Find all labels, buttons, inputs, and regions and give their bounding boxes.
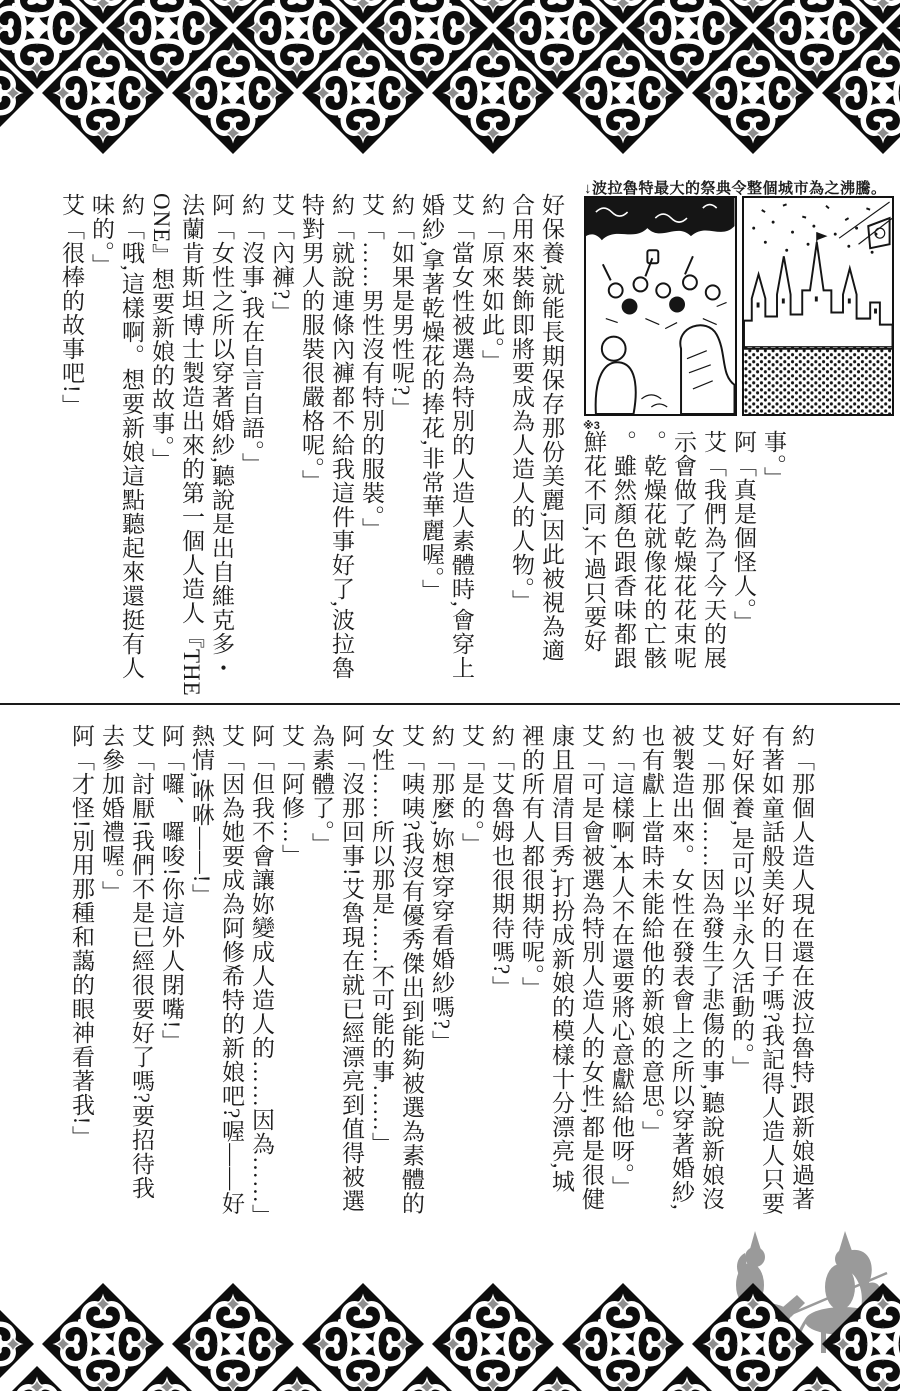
text-column: 熱情,咻咻——!」: [189, 724, 214, 908]
text-column: 味的。」: [89, 193, 114, 278]
text-column: 艾「我們為了今天的展: [701, 430, 726, 670]
section-divider-rule: [0, 703, 900, 705]
text-column: 艾「咦咦?我沒有優秀傑出到能夠被選為素體的: [399, 724, 424, 1216]
text-column: 婚紗,拿著乾燥花的捧花,非常華麗喔。」: [419, 193, 444, 603]
text-column: 法蘭肯斯坦博士製造出來的第一個人造人『THE: [179, 193, 204, 697]
text-column: 阿「才怪!別用那種和藹的眼神看著我!」: [69, 724, 94, 1150]
text-column: 好好保養,是可以半永久活動的。」: [729, 724, 754, 1080]
text-column: 艾「很棒的故事吧!」: [59, 193, 84, 418]
text-column: 阿「但我不會讓妳變成人造人的……因為……」: [249, 724, 274, 1228]
festival-illustration: [584, 196, 894, 416]
text-column: 有著如童話般美好的日子嗎?我記得人造人只要: [759, 724, 784, 1216]
text-column: 特對男人的服裝很嚴格呢。」: [299, 193, 324, 494]
text-column: 裡的所有人都很期待呢。」: [519, 724, 544, 1001]
city-panel-illustration: [742, 196, 895, 416]
ornamental-tile-border-bottom: [0, 1231, 900, 1391]
ornamental-tile-border-top: [0, 0, 900, 158]
text-column: 約「就說連條內褲都不給我這件事好了,波拉魯: [329, 193, 354, 680]
text-column: 。乾燥花就像花的亡骸: [641, 430, 666, 670]
section1-columns-under-art: [578, 430, 788, 696]
text-column: 合用來裝飾即將要成為人造人的人物。」: [509, 193, 534, 614]
text-column: 艾「那個……因為發生了悲傷的事,聽說新娘沒: [699, 724, 724, 1211]
text-column: 女性……所以那是……不可能的事……」: [369, 724, 394, 1156]
text-column: 事。」: [761, 430, 786, 491]
text-column: 也有獻上當時未能給他的新娘的意思。」: [639, 724, 664, 1145]
text-column: 約「沒事,我在自言自語。」: [239, 193, 264, 477]
text-column: 艾「因為她要成為阿修希特的新娘吧?喔——好: [219, 724, 244, 1216]
section1-main-columns: [56, 193, 566, 698]
illustration-caption: ↓波拉魯特最大的祭典令整個城市為之沸騰。: [584, 180, 887, 197]
text-column: 阿「沒那回事!艾魯現在就已經漂亮到值得被選: [339, 724, 364, 1213]
text-column: 約「那麼,妳想穿穿看婚紗嗎?」: [429, 724, 454, 1054]
text-column: 為素體了。」: [309, 724, 334, 857]
text-column: 艾「可是會被選為特別人造人的女性,都是很健: [579, 724, 604, 1211]
text-column: 約「哦,這樣啊。想要新娘這點聽起來還挺有人: [119, 193, 144, 680]
text-column: 艾「阿修…」: [279, 724, 304, 868]
text-column: 阿「女性之所以穿著婚紗,聽說是出自維克多・: [209, 193, 234, 680]
crowd-panel-illustration: [584, 196, 737, 416]
text-column: 約「如果是男性呢?」: [389, 193, 414, 421]
text-column: 艾「是的。」: [459, 724, 484, 857]
text-column: 約「艾魯姆也很期待嗎?」: [489, 724, 514, 1000]
text-column: 康且眉清目秀,打扮成新娘的模樣十分漂亮,城: [549, 724, 574, 1194]
text-column: 。雖然顏色跟香味都跟: [611, 430, 636, 670]
text-column: 約「這樣啊,本人不在還要將心意獻給他呀。」: [609, 724, 634, 1200]
text-column: 艾「討厭!我們不是已經很要好了嗎?要招待我: [129, 724, 154, 1200]
text-column: 被製造出來。女性在發表會上之所以穿著婚紗,: [669, 724, 694, 1211]
text-column: 約「那個人造人現在還在波拉魯特,跟新娘過著: [789, 724, 814, 1211]
illustration-footnote-mark: ※3: [583, 420, 600, 432]
riders-silhouette: [695, 1223, 900, 1353]
text-column: 鮮花不同,不過只要好: [581, 430, 606, 653]
text-column: ONE』想要新娘的故事。」: [149, 193, 174, 472]
text-column: 約「原來如此。」: [479, 193, 504, 374]
text-column: 艾「當女性被選為特別的人造人素體時,會穿上: [449, 193, 474, 680]
text-column: 好保養,就能長期保存那份美麗,因此被視為適: [539, 193, 564, 663]
text-column: 去參加婚禮喔。」: [99, 724, 124, 905]
text-column: 艾「內褲?」: [269, 193, 294, 325]
text-column: 艾「……男性沒有特別的服裝。」: [359, 193, 384, 542]
text-column: 阿「囉、囉唆!你這外人閉嘴!」: [159, 724, 184, 1054]
text-column: 示會做了乾燥花花束呢: [671, 430, 696, 670]
section2-columns: [66, 724, 816, 1229]
text-column: 阿「真是個怪人。」: [731, 430, 756, 635]
